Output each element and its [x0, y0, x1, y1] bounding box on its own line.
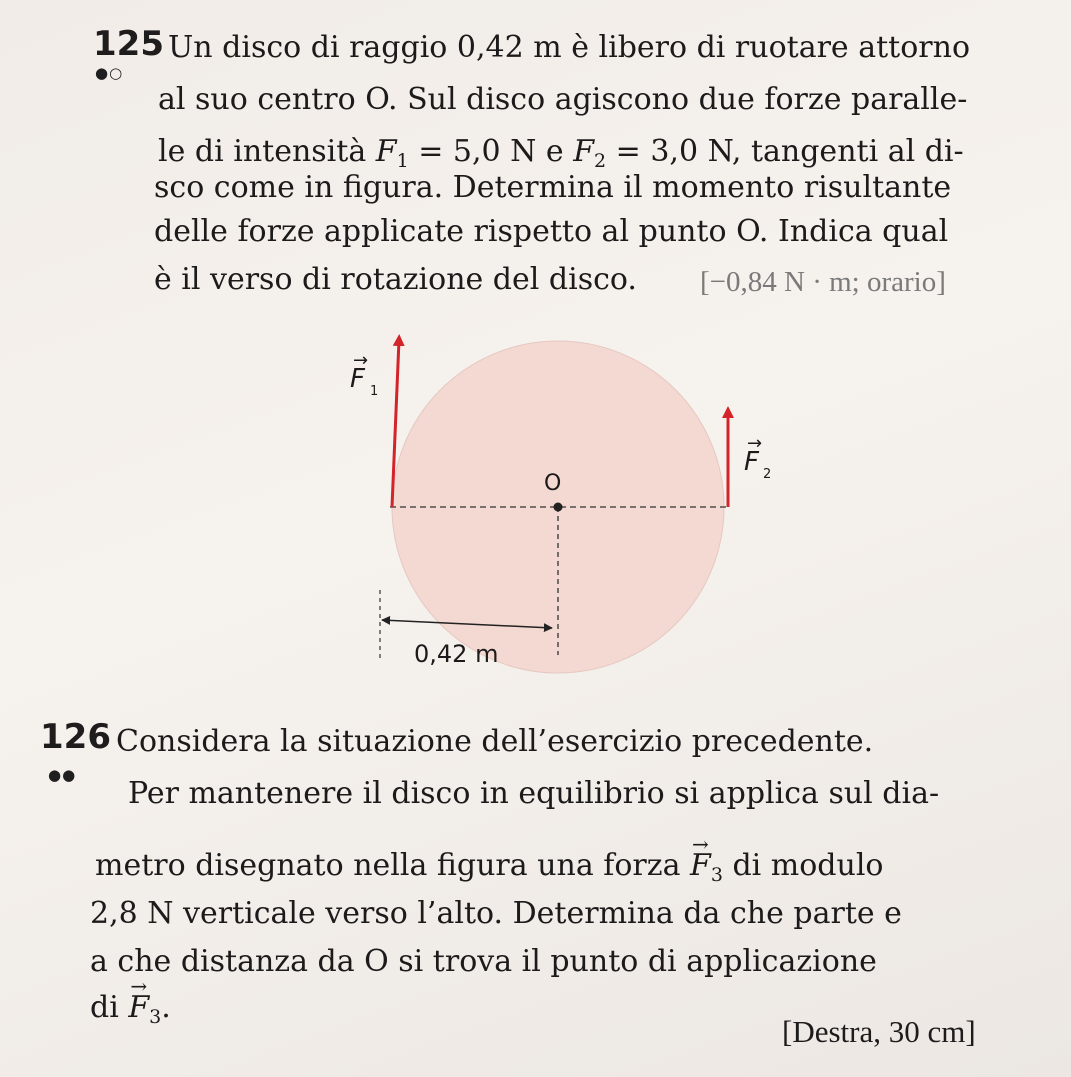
center-label: O	[544, 471, 562, 496]
f1-arrow-symbol: F	[350, 364, 365, 394]
f3-subscript: 3	[710, 864, 723, 886]
f2-value: = 3,0 N, tangenti al di-	[606, 134, 964, 169]
exercise-125-line-1: Un disco di raggio 0,42 m è libero di ruotare attorno	[168, 30, 971, 65]
f1-value: = 5,0 N e	[408, 134, 574, 169]
exercise-126-number: 126	[40, 717, 111, 757]
exercise-126-line-4: 2,8 N verticale verso l’alto. Determina da che parte e	[90, 896, 902, 931]
f1-arrow-vector-mark: →	[353, 350, 369, 371]
line-3-text-a: metro disegnato nella figura una forza	[95, 848, 690, 883]
f2-arrow-symbol: F	[744, 447, 759, 477]
f2-subscript: 2	[594, 150, 607, 172]
exercise-125-line-4: sco come in figura. Determina il momento risultante	[154, 170, 952, 205]
exercise-125-answer: [−0,84 N · m; orario]	[700, 266, 946, 298]
exercise-126-line-5: a che distanza da O si trova il punto di applicazione	[90, 944, 877, 979]
exercise-126-answer: [Destra, 30 cm]	[782, 1014, 976, 1049]
f2-symbol: F	[573, 134, 595, 169]
f2-arrow-vector-mark: →	[747, 433, 763, 454]
line-3-text-b: di modulo	[722, 848, 884, 883]
f3-symbol: → F	[690, 848, 711, 884]
exercise-126-line-1: Considera la situazione dell’esercizio precedente.	[116, 724, 874, 759]
exercise-125-line-6: è il verso di rotazione del disco.	[154, 262, 637, 297]
radius-label: 0,42 m	[414, 640, 499, 668]
center-point	[554, 503, 563, 512]
exercise-125-difficulty: ●○	[95, 64, 124, 82]
f2-arrow-subscript: 2	[763, 467, 772, 482]
exercise-125-line-5: delle forze applicate rispetto al punto O. Indica qual	[154, 214, 949, 249]
f3-subscript-2: 3	[149, 1006, 162, 1028]
f1-arrow-subscript: 1	[370, 384, 379, 399]
exercise-126-difficulty: ●●	[48, 766, 77, 784]
line-3-prefix: le di intensità	[158, 134, 376, 169]
f1-subscript: 1	[396, 150, 409, 172]
exercise-125-number: 125	[93, 24, 164, 64]
f3-symbol-2: → F	[128, 990, 149, 1026]
exercise-125-line-2: al suo centro O. Sul disco agiscono due forze paralle-	[158, 82, 968, 117]
exercise-126-line-2: Per mantenere il disco in equilibrio si applica sul dia-	[128, 776, 940, 811]
exercise-126-line-3	[95, 848, 883, 893]
f1-symbol: F	[375, 134, 397, 169]
line-6-text-a: di	[90, 990, 129, 1025]
line-6-text-b: .	[161, 990, 171, 1025]
exercise-126-line-6	[90, 990, 171, 1035]
